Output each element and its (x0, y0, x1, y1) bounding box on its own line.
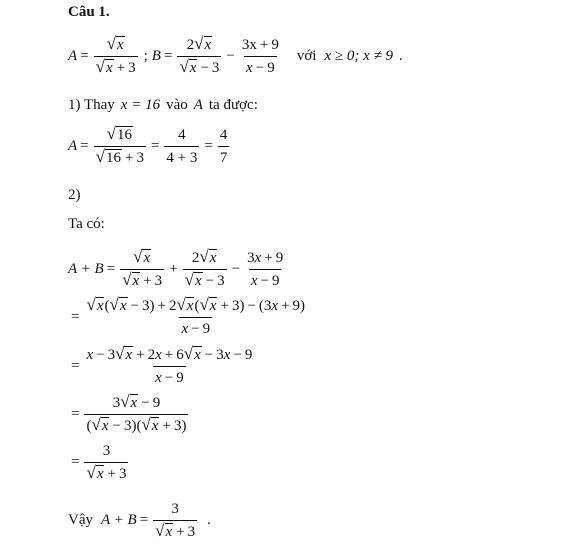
part1-intro: 1) Thay x = 16 vào A ta được: (68, 97, 258, 113)
definition-line: A = √ x √ x + 3 ; B = 2 √ x √ x − 3 − $\frac{3x + 9}{x - 9}$ với x ≥ 0; x ≠ 9 . (68, 34, 403, 76)
conclusion: Vậy A + B = 3 √ x + 3 . (68, 501, 211, 540)
frac-A: √ x √ x + 3 (95, 34, 136, 76)
part2-label: 2) (68, 187, 81, 203)
step-3: = 3 √ x − 9 ( √ x − 3)( √ x + 3) (71, 392, 187, 434)
heading: Câu 1. (68, 4, 110, 20)
step-4: = 3 √ x + 3 (71, 443, 127, 482)
part1-computation: A = √ 16 √ 16 + 3 = $\frac{4}{4 + 3}$ = $\frac{4}{7}$ (68, 124, 228, 166)
frac-B2: $\frac{3x + 9}{x - 9}$ (241, 37, 279, 76)
step-1: = √ x ( √ x − 3) + 2 √ x ( √ x + 3) − (3x + 9) x − 9 (71, 295, 306, 337)
step-0: A + B = √ x √ x + 3 + 2 √ x √ x − 3 − $\frac{3x + 9}{x - 9}$ (68, 247, 284, 289)
part2-intro: Ta có: (68, 216, 105, 232)
frac-B1: 2 √ x √ x − 3 (179, 34, 220, 76)
step-2: = x − 3 √ x + 2x + 6 √ x − 3x − 9 x − 9 (71, 344, 253, 386)
